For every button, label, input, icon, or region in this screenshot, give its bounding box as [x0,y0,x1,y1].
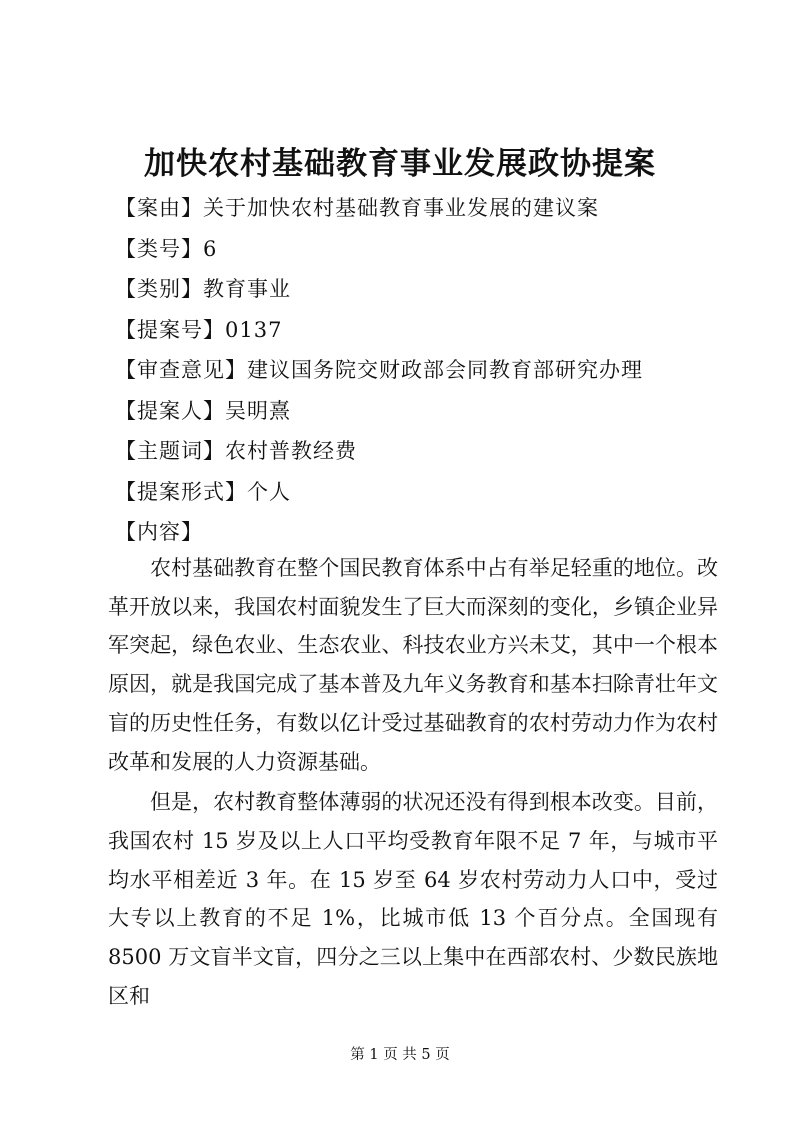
page-footer: 第 1 页 共 5 页 [350,1047,450,1063]
meta-keywords: 【主题词】农村普教经费 [115,439,357,463]
document-title: 加快农村基础教育事业发展政协提案 [144,146,656,182]
proposal-meta-list [115,188,715,553]
body-paragraph: 农村基础教育在整个国民教育体系中占有举足轻重的地位。改革开放以来，我国农村面貌发生了巨大而深刻的变化，乡镇企业异军突起，绿色农业、生态农业、科技农业方兴未艾，其中一个根本原因，就是我国完成了基本普及九年义务教育和基本扫除青壮年文盲的历史性任务，有数以亿计受过基础教育的农村劳动力作为农村改革和发展的人力资源基础。 [108,556,718,774]
document-body [108,549,718,1015]
meta-review-opinion: 【审查意见】建议国务院交财政部会同教育部研究办理 [115,358,643,382]
meta-proposer: 【提案人】吴明熹 [115,398,291,423]
meta-class-number: 【类号】6 [115,236,218,261]
meta-proposal-number: 【提案号】0137 [115,317,283,342]
meta-content-heading: 【内容】 [115,520,203,544]
meta-category: 【类别】教育事业 [115,277,291,301]
body-paragraph: 但是，农村教育整体薄弱的状况还没有得到根本改变。目前，我国农村 15 岁及以上人口平均受教育年限不足 7 年，与城市平均水平相差近 3 年。在 15 岁至 64 岁农村劳动力人口中，受过大专以上教育的不足 1%，比城市低 13 个百分点。全国现有 8500 万文盲半文盲，四分之三以上集中在西部农村、少数民族地区和 [108,790,718,1008]
meta-case-reason: 【案由】关于加快农村基础教育事业发展的建议案 [115,196,599,220]
meta-proposal-form: 【提案形式】个人 [115,479,291,504]
